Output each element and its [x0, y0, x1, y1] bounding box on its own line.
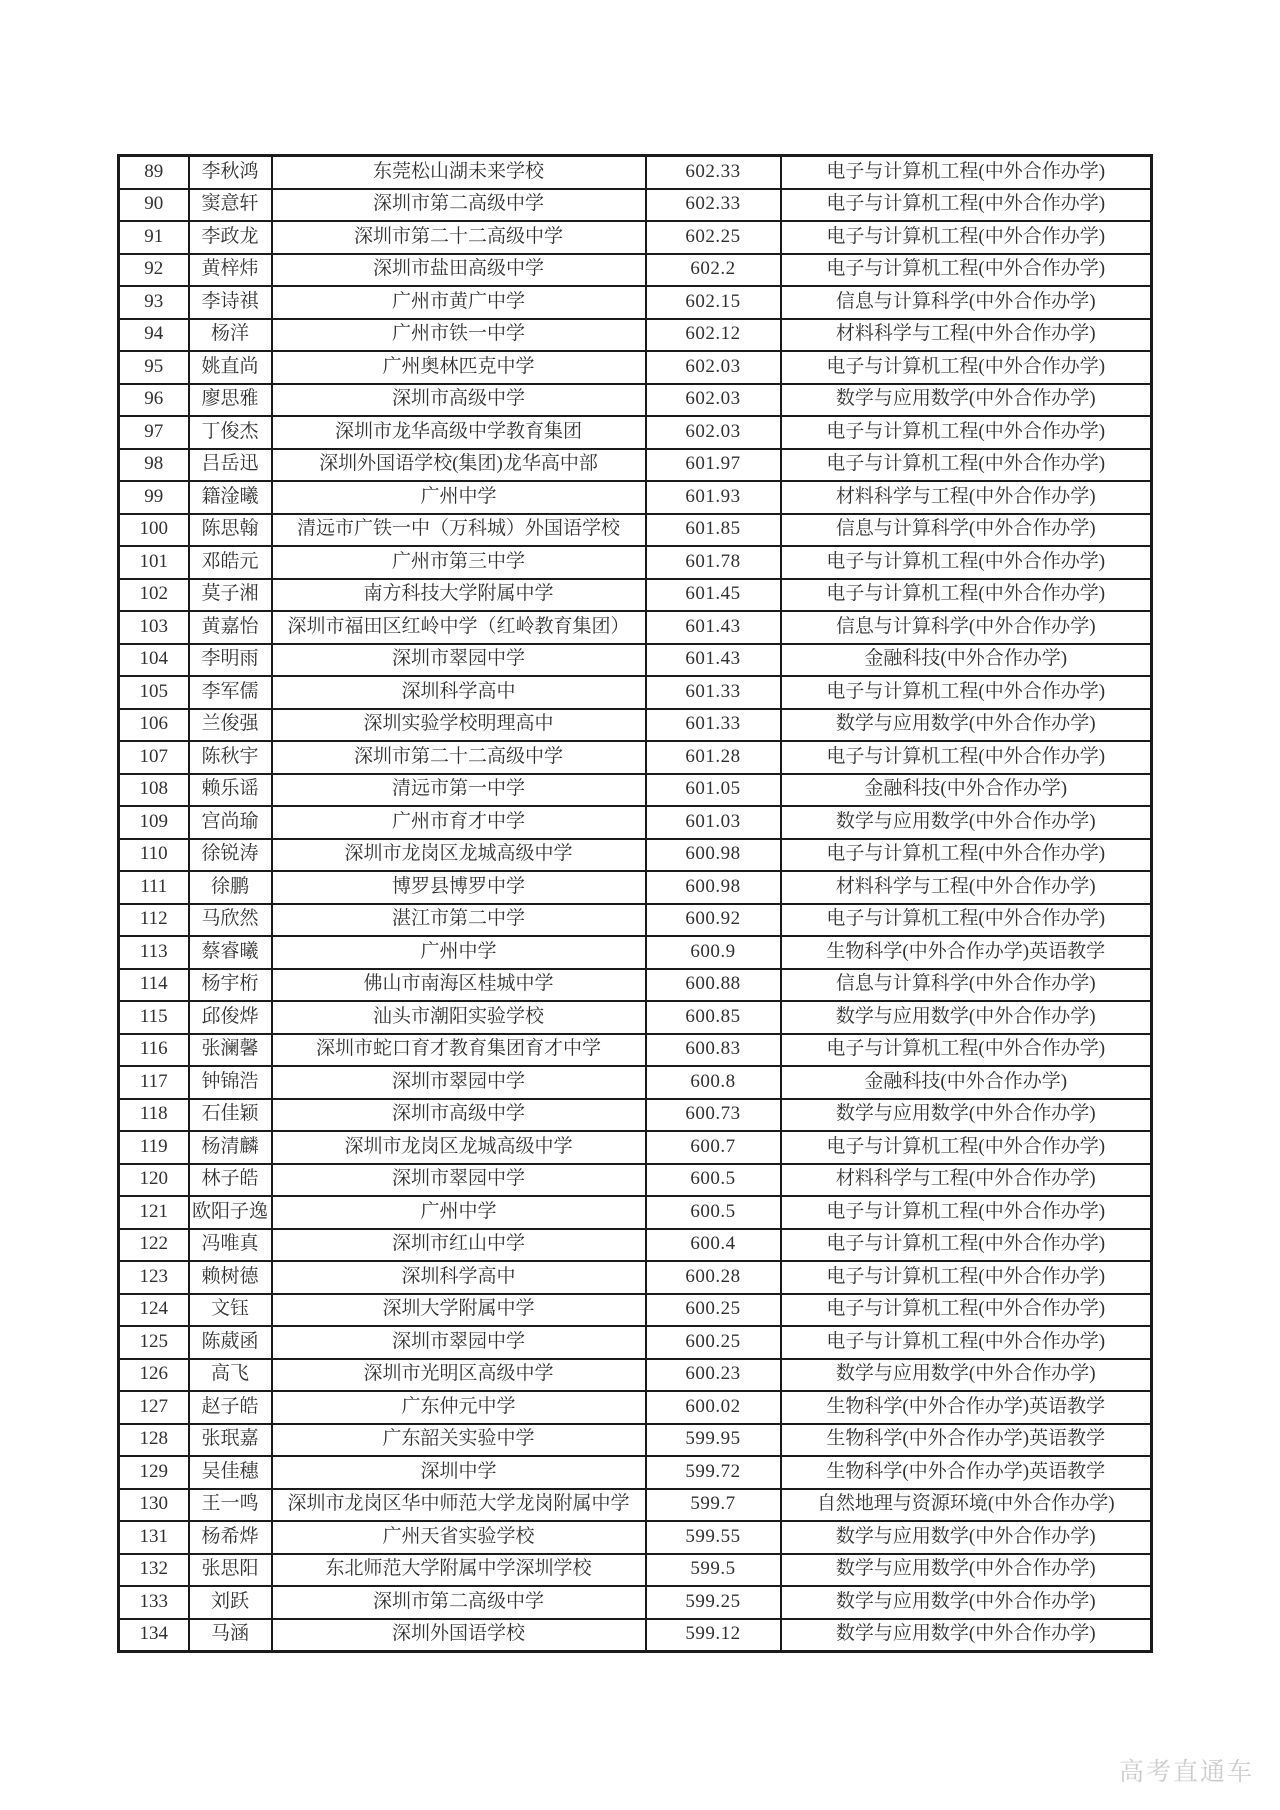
table-row [119, 579, 1152, 612]
score-cell: 600.02 [646, 1391, 781, 1424]
table-row [119, 1456, 1152, 1489]
school-cell: 广东仲元中学 [272, 1391, 646, 1424]
school-cell: 广州市铁一中学 [272, 319, 646, 352]
student-name-cell: 李明雨 [189, 644, 272, 677]
table-row [119, 1229, 1152, 1262]
rank-cell: 96 [119, 384, 189, 417]
score-cell: 599.95 [646, 1424, 781, 1457]
table-row [119, 1619, 1152, 1652]
rank-cell: 122 [119, 1229, 189, 1262]
table-row [119, 709, 1152, 742]
school-cell: 深圳外国语学校(集团)龙华高中部 [272, 449, 646, 482]
major-cell: 信息与计算科学(中外合作办学) [781, 969, 1152, 1002]
score-cell: 602.03 [646, 351, 781, 384]
student-name-cell: 邱俊烨 [189, 1001, 272, 1034]
major-cell: 电子与计算机工程(中外合作办学) [781, 1196, 1152, 1229]
rank-cell: 94 [119, 319, 189, 352]
table-row [119, 1164, 1152, 1197]
rank-cell: 97 [119, 416, 189, 449]
school-cell: 深圳市高级中学 [272, 1099, 646, 1132]
student-name-cell: 黄梓炜 [189, 254, 272, 287]
table-row [119, 611, 1152, 644]
score-cell: 600.28 [646, 1261, 781, 1294]
student-name-cell: 陈思翰 [189, 514, 272, 547]
major-cell: 生物科学(中外合作办学)英语教学 [781, 1456, 1152, 1489]
score-cell: 600.85 [646, 1001, 781, 1034]
score-cell: 602.12 [646, 319, 781, 352]
admission-table-body [119, 156, 1152, 1652]
student-name-cell: 马涵 [189, 1619, 272, 1652]
major-cell: 数学与应用数学(中外合作办学) [781, 709, 1152, 742]
school-cell: 清远市第一中学 [272, 774, 646, 807]
school-cell: 南方科技大学附属中学 [272, 579, 646, 612]
school-cell: 深圳市龙岗区龙城高级中学 [272, 1131, 646, 1164]
score-cell: 600.7 [646, 1131, 781, 1164]
student-name-cell: 冯唯真 [189, 1229, 272, 1262]
rank-cell: 125 [119, 1326, 189, 1359]
score-cell: 600.92 [646, 904, 781, 937]
major-cell: 电子与计算机工程(中外合作办学) [781, 156, 1152, 189]
school-cell: 广东韶关实验中学 [272, 1424, 646, 1457]
school-cell: 博罗县博罗中学 [272, 871, 646, 904]
table-row [119, 1131, 1152, 1164]
school-cell: 广州中学 [272, 936, 646, 969]
table-row [119, 676, 1152, 709]
major-cell: 自然地理与资源环境(中外合作办学) [781, 1489, 1152, 1522]
rank-cell: 116 [119, 1034, 189, 1067]
student-name-cell: 赵子皓 [189, 1391, 272, 1424]
table-row [119, 351, 1152, 384]
school-cell: 深圳市第二高级中学 [272, 1586, 646, 1619]
score-cell: 601.33 [646, 709, 781, 742]
school-cell: 东莞松山湖未来学校 [272, 156, 646, 189]
school-cell: 深圳中学 [272, 1456, 646, 1489]
rank-cell: 121 [119, 1196, 189, 1229]
student-name-cell: 马欣然 [189, 904, 272, 937]
major-cell: 电子与计算机工程(中外合作办学) [781, 579, 1152, 612]
table-row [119, 839, 1152, 872]
school-cell: 广州天省实验学校 [272, 1521, 646, 1554]
school-cell: 深圳市翠园中学 [272, 1326, 646, 1359]
score-cell: 601.85 [646, 514, 781, 547]
table-row [119, 806, 1152, 839]
table-row [119, 644, 1152, 677]
school-cell: 深圳市蛇口育才教育集团育才中学 [272, 1034, 646, 1067]
score-cell: 601.45 [646, 579, 781, 612]
school-cell: 深圳市龙岗区华中师范大学龙岗附属中学 [272, 1489, 646, 1522]
table-row [119, 514, 1152, 547]
table-row [119, 1521, 1152, 1554]
student-name-cell: 张思阳 [189, 1554, 272, 1587]
school-cell: 深圳外国语学校 [272, 1619, 646, 1652]
rank-cell: 113 [119, 936, 189, 969]
score-cell: 600.5 [646, 1196, 781, 1229]
school-cell: 深圳市光明区高级中学 [272, 1359, 646, 1392]
score-cell: 601.33 [646, 676, 781, 709]
table-row [119, 1359, 1152, 1392]
table-row [119, 319, 1152, 352]
major-cell: 电子与计算机工程(中外合作办学) [781, 221, 1152, 254]
rank-cell: 95 [119, 351, 189, 384]
table-row [119, 156, 1152, 189]
student-name-cell: 吕岳迅 [189, 449, 272, 482]
rank-cell: 91 [119, 221, 189, 254]
table-row [119, 1294, 1152, 1327]
rank-cell: 111 [119, 871, 189, 904]
score-cell: 602.03 [646, 416, 781, 449]
student-name-cell: 陈葳函 [189, 1326, 272, 1359]
score-cell: 600.98 [646, 839, 781, 872]
school-cell: 佛山市南海区桂城中学 [272, 969, 646, 1002]
rank-cell: 127 [119, 1391, 189, 1424]
school-cell: 深圳实验学校明理高中 [272, 709, 646, 742]
student-name-cell: 杨宇桁 [189, 969, 272, 1002]
student-name-cell: 文钰 [189, 1294, 272, 1327]
student-name-cell: 张澜馨 [189, 1034, 272, 1067]
school-cell: 广州市育才中学 [272, 806, 646, 839]
rank-cell: 134 [119, 1619, 189, 1652]
student-name-cell: 徐鹏 [189, 871, 272, 904]
student-name-cell: 钟锦浩 [189, 1066, 272, 1099]
student-name-cell: 杨希烨 [189, 1521, 272, 1554]
score-cell: 602.25 [646, 221, 781, 254]
student-name-cell: 石佳颖 [189, 1099, 272, 1132]
table-row [119, 416, 1152, 449]
student-name-cell: 宫尚瑜 [189, 806, 272, 839]
rank-cell: 112 [119, 904, 189, 937]
student-name-cell: 张珉嘉 [189, 1424, 272, 1457]
rank-cell: 104 [119, 644, 189, 677]
table-row [119, 254, 1152, 287]
rank-cell: 124 [119, 1294, 189, 1327]
rank-cell: 110 [119, 839, 189, 872]
major-cell: 电子与计算机工程(中外合作办学) [781, 546, 1152, 579]
school-cell: 广州市黄广中学 [272, 286, 646, 319]
major-cell: 生物科学(中外合作办学)英语教学 [781, 936, 1152, 969]
rank-cell: 109 [119, 806, 189, 839]
score-cell: 599.7 [646, 1489, 781, 1522]
table-row [119, 904, 1152, 937]
admission-rank-table [117, 154, 1153, 1653]
major-cell: 数学与应用数学(中外合作办学) [781, 1001, 1152, 1034]
rank-cell: 117 [119, 1066, 189, 1099]
major-cell: 电子与计算机工程(中外合作办学) [781, 1261, 1152, 1294]
student-name-cell: 姚直尚 [189, 351, 272, 384]
major-cell: 数学与应用数学(中外合作办学) [781, 1619, 1152, 1652]
student-name-cell: 杨洋 [189, 319, 272, 352]
score-cell: 602.2 [646, 254, 781, 287]
school-cell: 深圳市第二十二高级中学 [272, 741, 646, 774]
score-cell: 602.15 [646, 286, 781, 319]
school-cell: 清远市广铁一中（万科城）外国语学校 [272, 514, 646, 547]
table-row [119, 1326, 1152, 1359]
major-cell: 材料科学与工程(中外合作办学) [781, 1164, 1152, 1197]
major-cell: 电子与计算机工程(中外合作办学) [781, 1326, 1152, 1359]
student-name-cell: 刘跃 [189, 1586, 272, 1619]
major-cell: 信息与计算科学(中外合作办学) [781, 514, 1152, 547]
table-row [119, 286, 1152, 319]
score-cell: 601.43 [646, 644, 781, 677]
major-cell: 电子与计算机工程(中外合作办学) [781, 254, 1152, 287]
major-cell: 数学与应用数学(中外合作办学) [781, 1099, 1152, 1132]
table-row [119, 384, 1152, 417]
rank-cell: 120 [119, 1164, 189, 1197]
major-cell: 电子与计算机工程(中外合作办学) [781, 839, 1152, 872]
rank-cell: 126 [119, 1359, 189, 1392]
watermark-text: 高考直通车 [1118, 1759, 1254, 1786]
major-cell: 电子与计算机工程(中外合作办学) [781, 1229, 1152, 1262]
rank-cell: 93 [119, 286, 189, 319]
major-cell: 数学与应用数学(中外合作办学) [781, 1521, 1152, 1554]
score-cell: 601.43 [646, 611, 781, 644]
major-cell: 材料科学与工程(中外合作办学) [781, 481, 1152, 514]
score-cell: 600.25 [646, 1326, 781, 1359]
score-cell: 601.97 [646, 449, 781, 482]
rank-cell: 100 [119, 514, 189, 547]
score-cell: 601.03 [646, 806, 781, 839]
score-cell: 601.78 [646, 546, 781, 579]
school-cell: 湛江市第二中学 [272, 904, 646, 937]
rank-cell: 132 [119, 1554, 189, 1587]
student-name-cell: 林子皓 [189, 1164, 272, 1197]
score-cell: 601.28 [646, 741, 781, 774]
school-cell: 深圳科学高中 [272, 1261, 646, 1294]
school-cell: 深圳市盐田高级中学 [272, 254, 646, 287]
rank-cell: 130 [119, 1489, 189, 1522]
student-name-cell: 吴佳穗 [189, 1456, 272, 1489]
major-cell: 电子与计算机工程(中外合作办学) [781, 189, 1152, 222]
rank-cell: 99 [119, 481, 189, 514]
rank-cell: 133 [119, 1586, 189, 1619]
major-cell: 电子与计算机工程(中外合作办学) [781, 449, 1152, 482]
rank-cell: 129 [119, 1456, 189, 1489]
table-row [119, 189, 1152, 222]
student-name-cell: 李政龙 [189, 221, 272, 254]
major-cell: 数学与应用数学(中外合作办学) [781, 1554, 1152, 1587]
major-cell: 电子与计算机工程(中外合作办学) [781, 1034, 1152, 1067]
table-row [119, 1034, 1152, 1067]
score-cell: 599.25 [646, 1586, 781, 1619]
score-cell: 600.8 [646, 1066, 781, 1099]
score-cell: 600.73 [646, 1099, 781, 1132]
table-row [119, 871, 1152, 904]
score-cell: 600.83 [646, 1034, 781, 1067]
school-cell: 广州奥林匹克中学 [272, 351, 646, 384]
rank-cell: 107 [119, 741, 189, 774]
school-cell: 深圳市第二高级中学 [272, 189, 646, 222]
rank-cell: 103 [119, 611, 189, 644]
major-cell: 材料科学与工程(中外合作办学) [781, 871, 1152, 904]
school-cell: 深圳市红山中学 [272, 1229, 646, 1262]
rank-cell: 98 [119, 449, 189, 482]
rank-cell: 131 [119, 1521, 189, 1554]
table-row [119, 1196, 1152, 1229]
school-cell: 深圳市翠园中学 [272, 644, 646, 677]
rank-cell: 105 [119, 676, 189, 709]
table-row [119, 1099, 1152, 1132]
table-row [119, 546, 1152, 579]
rank-cell: 89 [119, 156, 189, 189]
score-cell: 601.05 [646, 774, 781, 807]
student-name-cell: 高飞 [189, 1359, 272, 1392]
school-cell: 深圳市龙华高级中学教育集团 [272, 416, 646, 449]
school-cell: 广州中学 [272, 1196, 646, 1229]
student-name-cell: 廖思雅 [189, 384, 272, 417]
major-cell: 电子与计算机工程(中外合作办学) [781, 351, 1152, 384]
rank-cell: 108 [119, 774, 189, 807]
school-cell: 广州市第三中学 [272, 546, 646, 579]
score-cell: 602.03 [646, 384, 781, 417]
table-row [119, 1424, 1152, 1457]
student-name-cell: 李秋鸿 [189, 156, 272, 189]
rank-cell: 118 [119, 1099, 189, 1132]
rank-cell: 101 [119, 546, 189, 579]
table-row [119, 1001, 1152, 1034]
major-cell: 电子与计算机工程(中外合作办学) [781, 904, 1152, 937]
table-row [119, 969, 1152, 1002]
major-cell: 生物科学(中外合作办学)英语教学 [781, 1424, 1152, 1457]
score-cell: 602.33 [646, 156, 781, 189]
student-name-cell: 陈秋宇 [189, 741, 272, 774]
rank-cell: 115 [119, 1001, 189, 1034]
score-cell: 599.5 [646, 1554, 781, 1587]
student-name-cell: 赖乐谣 [189, 774, 272, 807]
rank-cell: 123 [119, 1261, 189, 1294]
major-cell: 金融科技(中外合作办学) [781, 644, 1152, 677]
school-cell: 深圳市龙岗区龙城高级中学 [272, 839, 646, 872]
major-cell: 电子与计算机工程(中外合作办学) [781, 741, 1152, 774]
rank-cell: 92 [119, 254, 189, 287]
student-name-cell: 赖树德 [189, 1261, 272, 1294]
table-row [119, 449, 1152, 482]
school-cell: 深圳市福田区红岭中学（红岭教育集团） [272, 611, 646, 644]
rank-cell: 106 [119, 709, 189, 742]
major-cell: 数学与应用数学(中外合作办学) [781, 1586, 1152, 1619]
major-cell: 信息与计算科学(中外合作办学) [781, 611, 1152, 644]
student-name-cell: 李诗祺 [189, 286, 272, 319]
major-cell: 数学与应用数学(中外合作办学) [781, 1359, 1152, 1392]
student-name-cell: 窦意轩 [189, 189, 272, 222]
student-name-cell: 杨清麟 [189, 1131, 272, 1164]
score-cell: 601.93 [646, 481, 781, 514]
score-cell: 600.88 [646, 969, 781, 1002]
score-cell: 600.9 [646, 936, 781, 969]
rank-cell: 102 [119, 579, 189, 612]
score-cell: 599.12 [646, 1619, 781, 1652]
school-cell: 深圳市翠园中学 [272, 1164, 646, 1197]
student-name-cell: 丁俊杰 [189, 416, 272, 449]
school-cell: 深圳市第二十二高级中学 [272, 221, 646, 254]
table-row [119, 1066, 1152, 1099]
score-cell: 600.4 [646, 1229, 781, 1262]
score-cell: 600.98 [646, 871, 781, 904]
student-name-cell: 籍淦曦 [189, 481, 272, 514]
major-cell: 信息与计算科学(中外合作办学) [781, 286, 1152, 319]
student-name-cell: 兰俊强 [189, 709, 272, 742]
student-name-cell: 李军儒 [189, 676, 272, 709]
score-cell: 599.72 [646, 1456, 781, 1489]
table-row [119, 936, 1152, 969]
major-cell: 电子与计算机工程(中外合作办学) [781, 416, 1152, 449]
table-row [119, 1586, 1152, 1619]
student-name-cell: 王一鸣 [189, 1489, 272, 1522]
school-cell: 深圳市高级中学 [272, 384, 646, 417]
rank-cell: 90 [119, 189, 189, 222]
score-cell: 599.55 [646, 1521, 781, 1554]
major-cell: 电子与计算机工程(中外合作办学) [781, 1131, 1152, 1164]
table-row [119, 481, 1152, 514]
table-row [119, 741, 1152, 774]
school-cell: 汕头市潮阳实验学校 [272, 1001, 646, 1034]
school-cell: 东北师范大学附属中学深圳学校 [272, 1554, 646, 1587]
score-cell: 600.23 [646, 1359, 781, 1392]
rank-cell: 119 [119, 1131, 189, 1164]
major-cell: 数学与应用数学(中外合作办学) [781, 806, 1152, 839]
rank-cell: 114 [119, 969, 189, 1002]
school-cell: 深圳市翠园中学 [272, 1066, 646, 1099]
score-cell: 600.5 [646, 1164, 781, 1197]
major-cell: 金融科技(中外合作办学) [781, 1066, 1152, 1099]
major-cell: 材料科学与工程(中外合作办学) [781, 319, 1152, 352]
major-cell: 电子与计算机工程(中外合作办学) [781, 676, 1152, 709]
rank-cell: 128 [119, 1424, 189, 1457]
student-name-cell: 欧阳子逸 [189, 1196, 272, 1229]
school-cell: 深圳科学高中 [272, 676, 646, 709]
major-cell: 电子与计算机工程(中外合作办学) [781, 1294, 1152, 1327]
table-row [119, 221, 1152, 254]
score-cell: 600.25 [646, 1294, 781, 1327]
table-row [119, 1261, 1152, 1294]
table-row [119, 1391, 1152, 1424]
school-cell: 广州中学 [272, 481, 646, 514]
table-row [119, 774, 1152, 807]
major-cell: 金融科技(中外合作办学) [781, 774, 1152, 807]
student-name-cell: 蔡睿曦 [189, 936, 272, 969]
student-name-cell: 徐锐涛 [189, 839, 272, 872]
student-name-cell: 邓皓元 [189, 546, 272, 579]
student-name-cell: 莫子湘 [189, 579, 272, 612]
table-row [119, 1554, 1152, 1587]
student-name-cell: 黄嘉怡 [189, 611, 272, 644]
school-cell: 深圳大学附属中学 [272, 1294, 646, 1327]
score-cell: 602.33 [646, 189, 781, 222]
major-cell: 生物科学(中外合作办学)英语教学 [781, 1391, 1152, 1424]
major-cell: 数学与应用数学(中外合作办学) [781, 384, 1152, 417]
table-row [119, 1489, 1152, 1522]
